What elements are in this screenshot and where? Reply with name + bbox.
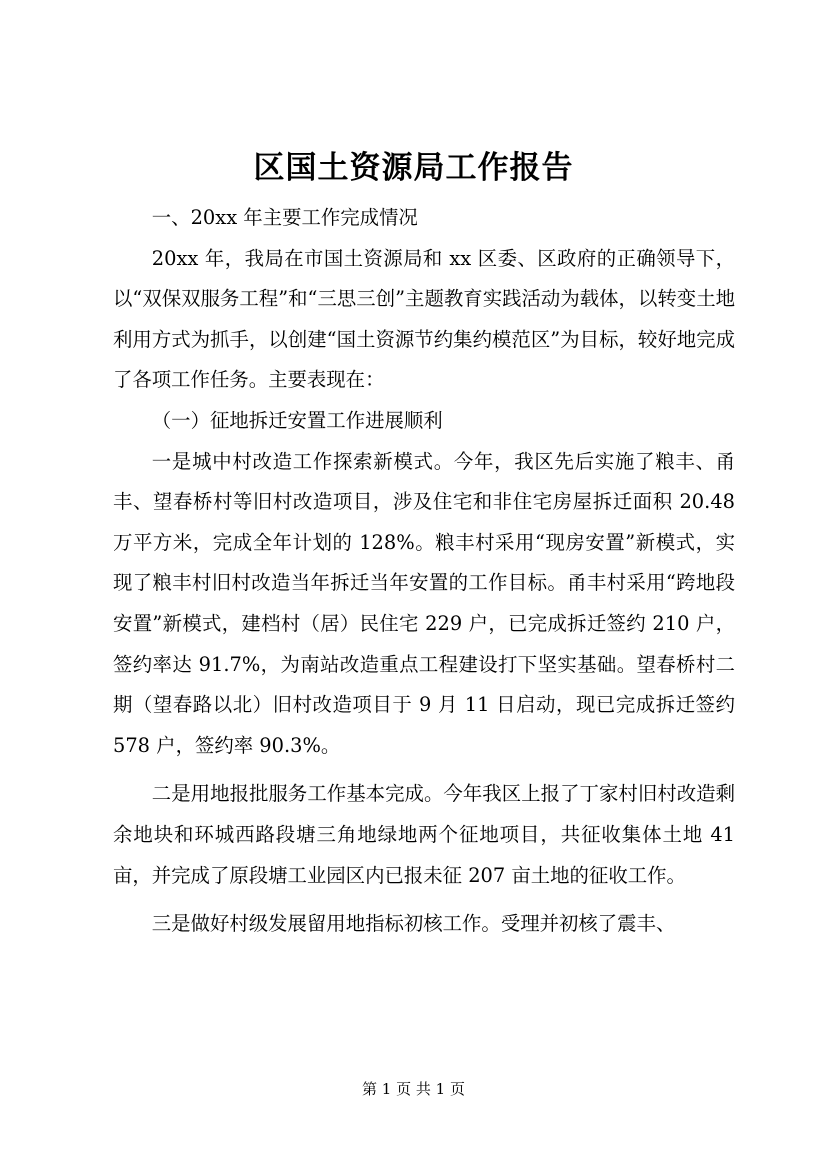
section-heading: 一、20xx 年主要工作完成情况 [151, 206, 418, 229]
body-paragraph: 20xx 年，我局在市国土资源局和 xx 区委、区政府的正确领导下，以“双保双服务工程”和“三思三创”主题教育实践活动为载体，以转变土地利用方式为抓手，以创建“国土资源节约集约模范区”为目标，较好地完成了各项工作任务。主要表现在： [113, 246, 735, 392]
body-paragraph: 三是做好村级发展留用地指标初核工作。受理并初核了震丰、 [151, 912, 676, 936]
page-number-footer: 第 1 页 共 1 页 [362, 1080, 465, 1098]
document-body [113, 198, 735, 945]
document-title: 区国土资源局工作报告 [253, 150, 574, 186]
body-paragraph: 一是城中村改造工作探索新模式。今年，我区先后实施了粮丰、甬丰、望春桥村等旧村改造项目，涉及住宅和非住宅房屋拆迁面积 20.48 万平方米，完成全年计划的 128%。粮丰村采用“现房安置”新模式，实现了粮丰村旧村改造当年拆迁当年安置的工作目标。甬丰村采用“跨地段安置”新模式，建档村（居）民住宅 229 户，已完成拆迁签约 210 户，签约率达 91.7%，为南站改造重点工程建设打下坚实基础。望春桥村二期（望春路以北）旧村改造项目于 9 月 11 日启动，现已完成拆迁签约 578 户，签约率 90.3%。 [113, 449, 735, 757]
subsection-heading: （一）征地拆迁安置工作进展顺利 [151, 408, 443, 432]
body-paragraph: 二是用地报批服务工作基本完成。今年我区上报了丁家村旧村改造剩余地块和环城西路段塘三角地绿地两个征地项目，共征收集体土地 41 亩，并完成了原段塘工业园区内已报未征 207 亩土地的征收工作。 [113, 782, 735, 887]
